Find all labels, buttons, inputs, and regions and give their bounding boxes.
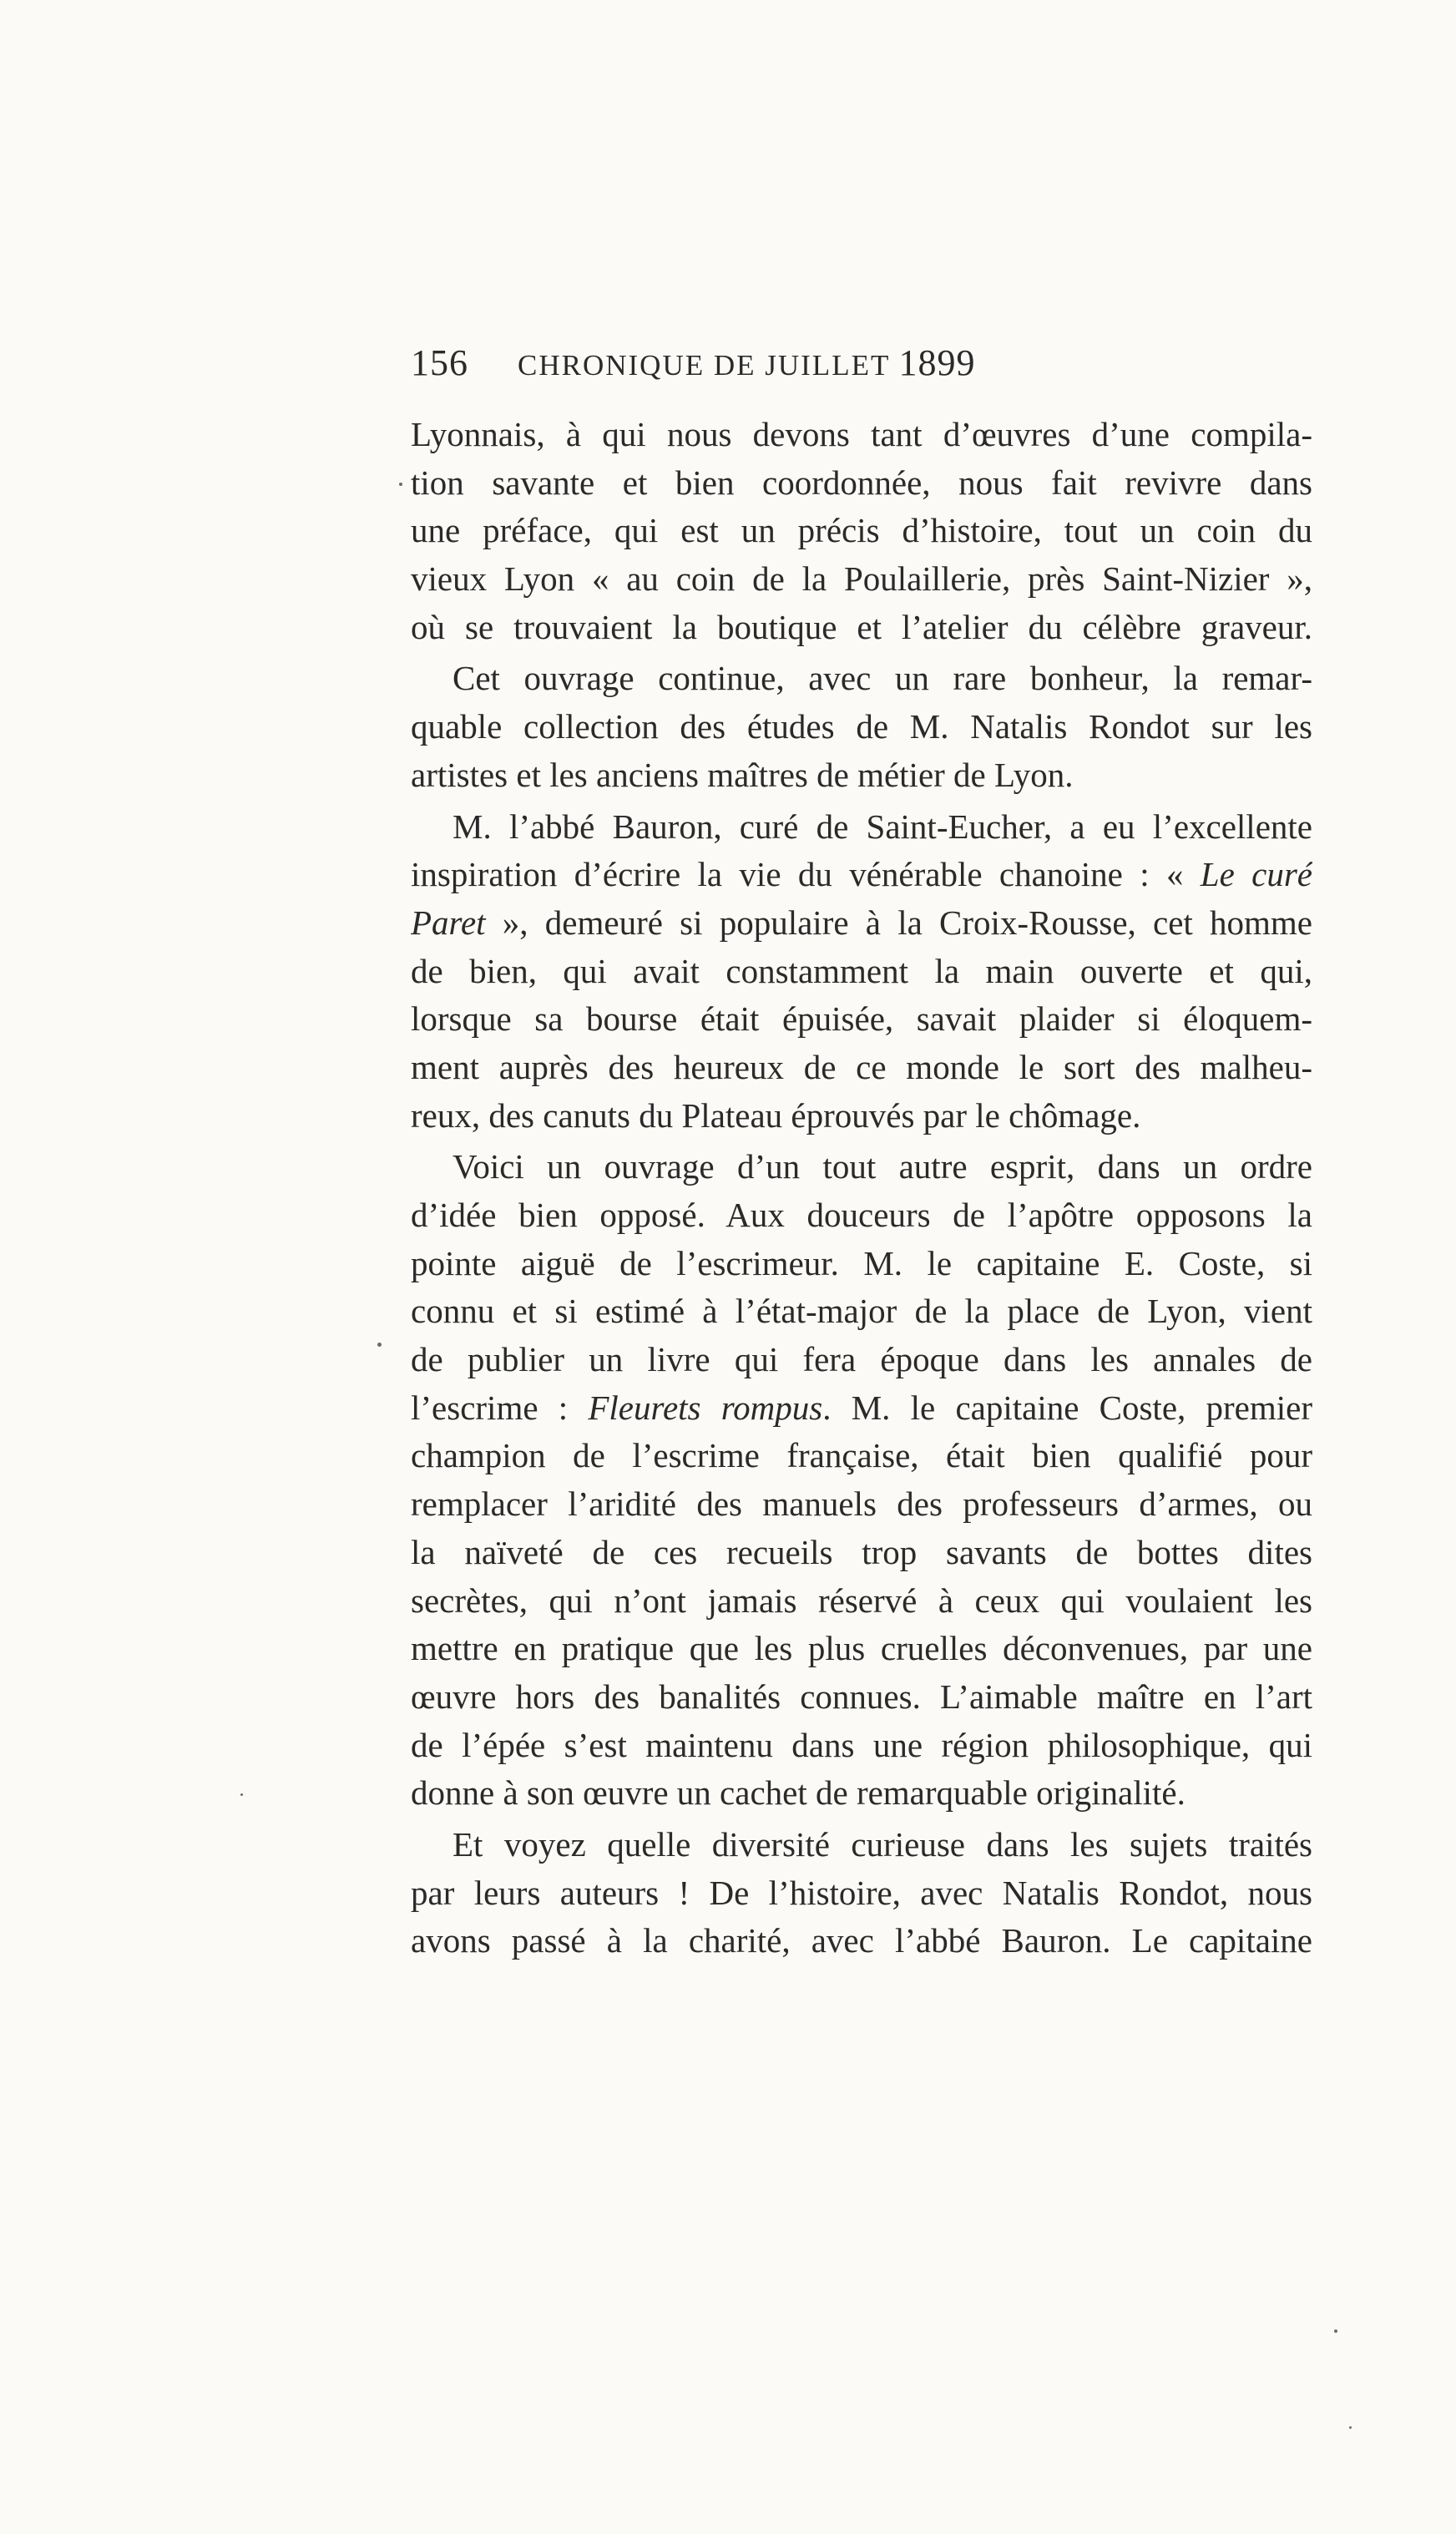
text-line: une préface, qui est un précis d’histoire, tout un coin du (411, 511, 1312, 550)
text-line: artistes et les anciens maîtres de métier de Lyon. (411, 755, 1074, 794)
scan-speck (240, 1793, 243, 1796)
text-line: reux, des canuts du Plateau éprouvés par le chômage. (411, 1095, 1141, 1135)
text-line: mettre en pratique que les plus cruelles déconvenues, par une (411, 1629, 1312, 1668)
text-line: Cet ouvrage continue, avec un rare bonheur, la remar- (452, 659, 1312, 698)
text-line: d’idée bien opposé. Aux douceurs de l’apôtre opposons la (411, 1196, 1312, 1234)
text-line: où se trouvaient la boutique et l’atelier du célèbre graveur. (411, 607, 1312, 646)
page-number: 156 (411, 342, 468, 383)
text-line: lorsque sa bourse était épuisée, savait plaider si éloquem- (411, 999, 1312, 1039)
text-line: par leurs auteurs ! De l’histoire, avec Natalis Rondot, nous (411, 1873, 1312, 1912)
text-line: vieux Lyon « au coin de la Poulaillerie, près Saint-Nizier », (411, 559, 1312, 599)
text-line (411, 1384, 1312, 1433)
paragraph-5 (411, 1821, 1312, 1965)
text-line: de bien, qui avait constamment la main ouverte et qui, (411, 951, 1312, 990)
text-line-part: l’escrime : (411, 1388, 589, 1427)
text-line (411, 851, 1312, 899)
text-line (411, 899, 1312, 948)
text-line: Lyonnais, à qui nous devons tant d’œuvres d’une compila- (411, 415, 1312, 453)
text-line-part: inspiration d’écrire la vie du vénérable chanoine : « (411, 855, 1201, 894)
text-line: donne à son œuvre un cachet de remarquable originalité. (411, 1773, 1186, 1813)
text-line: avons passé à la charité, avec l’abbé Bauron. Le capitaine (411, 1921, 1312, 1960)
text-line: connu et si estimé à l’état-major de la place de Lyon, vient (411, 1292, 1312, 1331)
book-title-italic: Fleurets rompus (588, 1388, 823, 1427)
running-title (518, 338, 975, 391)
scan-speck (1334, 2329, 1337, 2333)
book-title-italic: Le curé (1200, 855, 1312, 894)
text-line: de l’épée s’est maintenu dans une région philosophique, qui (411, 1725, 1312, 1764)
paragraph-1 (411, 411, 1312, 651)
text-line-part: », demeuré si populaire à la Croix-Rousse, cet homme (485, 903, 1312, 942)
text-line: œuvre hors des banalités connues. L’aimable maître en l’art (411, 1677, 1312, 1716)
text-line: secrètes, qui n’ont jamais réservé à ceux qui voulaient les (411, 1581, 1312, 1620)
paragraph-3 (411, 803, 1312, 1141)
scan-speck (1349, 2426, 1352, 2429)
text-line: tion savante et bien coordonnée, nous fait revivre dans (411, 463, 1312, 502)
running-header (411, 338, 1112, 388)
text-line: Et voyez quelle diversité curieuse dans les sujets traités (452, 1824, 1312, 1864)
running-title-text: CHRONIQUE DE JUILLET (518, 349, 890, 382)
scan-speck (399, 483, 402, 486)
text-line: ment auprès des heureux de ce monde le sort des malheu- (411, 1047, 1312, 1086)
scan-speck (377, 1343, 382, 1347)
text-line: Voici un ouvrage d’un tout autre esprit, dans un ordre (452, 1147, 1312, 1186)
text-line: remplacer l’aridité des manuels des professeurs d’armes, ou (411, 1484, 1312, 1524)
running-title-year: 1899 (898, 342, 976, 383)
text-line: la naïveté de ces recueils trop savants de bottes dites (411, 1532, 1312, 1571)
paragraph-2 (411, 655, 1312, 799)
book-title-italic: Paret (411, 903, 486, 942)
paragraph-4 (411, 1143, 1312, 1818)
text-line: pointe aiguë de l’escrimeur. M. le capitaine E. Coste, si (411, 1243, 1312, 1282)
text-line: M. l’abbé Bauron, curé de Saint-Eucher, a eu l’excellente (452, 807, 1312, 846)
text-line: quable collection des études de M. Natalis Rondot sur les (411, 707, 1312, 746)
text-line: de publier un livre qui fera époque dans les annales de (411, 1340, 1312, 1379)
text-line-part: . M. le capitaine Coste, premier (822, 1388, 1312, 1427)
text-line: champion de l’escrime française, était bien qualifié pour (411, 1436, 1312, 1475)
body-text (411, 411, 1312, 1965)
